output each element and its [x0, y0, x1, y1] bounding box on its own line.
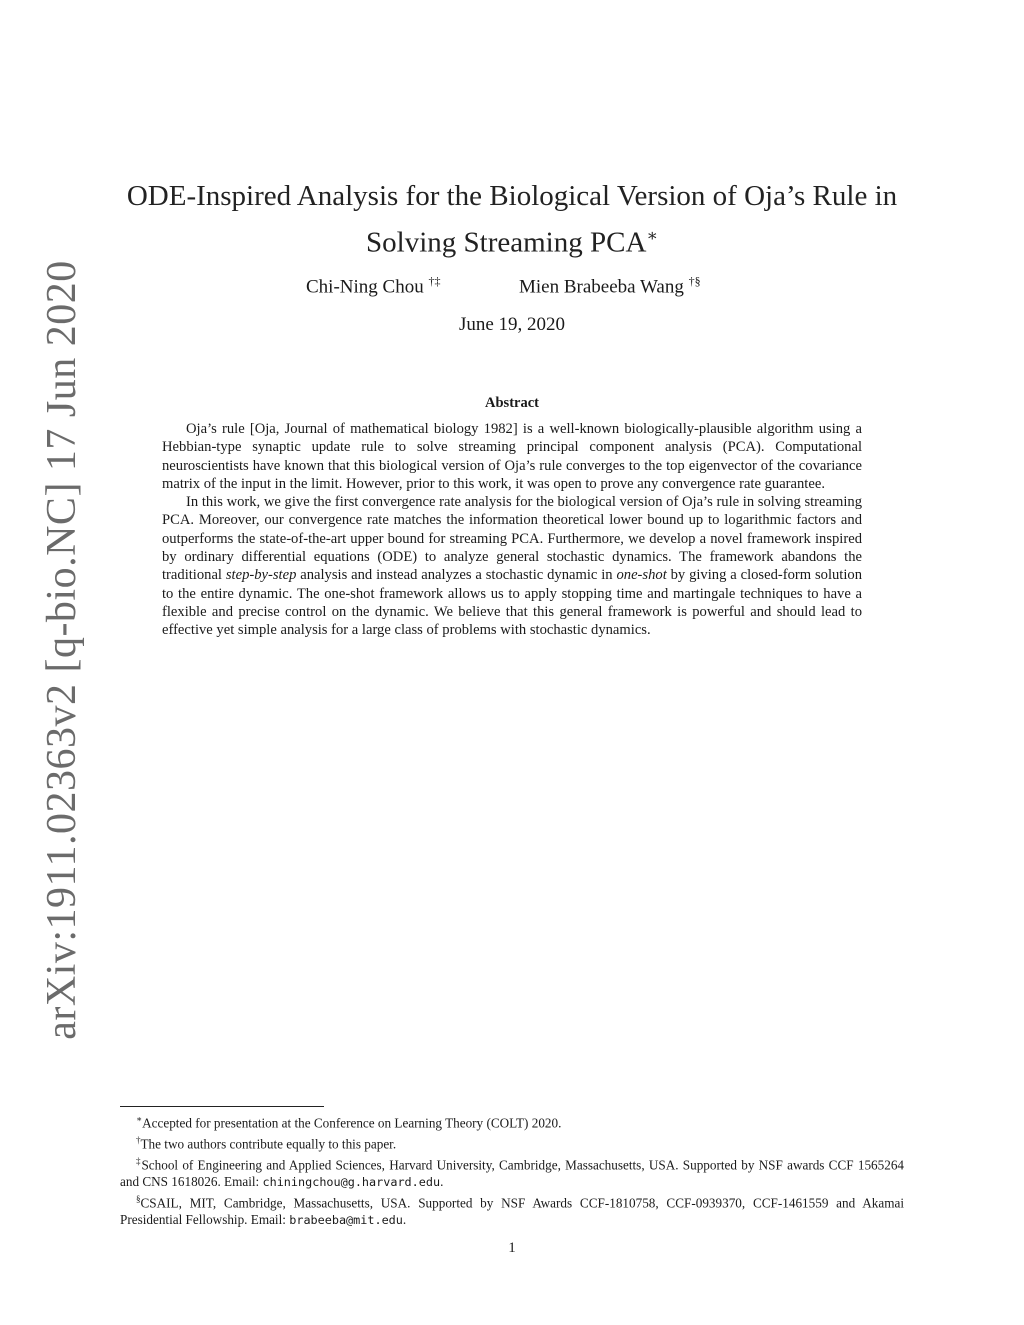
title-line-2: Solving Streaming PCA: [366, 226, 647, 259]
footnote: [120, 1191, 904, 1229]
arxiv-identifier-stamp: arXiv:1911.02363v2 [q-bio.NC] 17 Jun 2020: [39, 260, 85, 1040]
footnote-text: CSAIL, MIT, Cambridge, Massachusetts, USA. Supported by NSF Awards CCF-1810758, CCF-0939370, CCF-1461559 and Akamai Presidential Fellowship. Email:: [120, 1194, 904, 1227]
footnote-mark: †: [136, 1134, 141, 1145]
page-number: 1: [508, 1240, 516, 1256]
title-footnote-mark: ∗: [646, 226, 658, 245]
author-name: Mien Brabeeba Wang: [519, 276, 684, 298]
abstract-text: by giving a closed-form solution to the entire dynamic. The one-shot framework allows us to apply stopping time and martingale techniques to have a flexible and precise control on the dynamic. We believe that this general framework is powerful and should lead to effective yet simple analysis for a large class of problems with stochastic dynamics.: [162, 567, 862, 639]
abstract-text: analysis and instead analyzes a stochastic dynamic in: [296, 567, 617, 584]
abstract-paragraph-2: [162, 493, 862, 639]
author-affiliation-marks: †§: [688, 274, 701, 288]
footnote-mark: ∗: [136, 1114, 143, 1124]
footnote-text: School of Engineering and Applied Sciences, Harvard University, Cambridge, Massachusetts, USA. Supported by NSF awards CCF 1565264 and CNS 1618026. Email:: [120, 1157, 905, 1189]
paper-date: June 19, 2020: [458, 314, 566, 335]
footnote-divider: [120, 1106, 324, 1107]
footnote: [120, 1132, 904, 1153]
abstract-body: [162, 420, 862, 640]
footnote-text: The two authors contribute equally to this paper.: [140, 1136, 397, 1152]
footnote-mark: ‡: [136, 1155, 142, 1166]
abstract-emphasis: step-by-step: [225, 567, 297, 584]
footnote-text: .: [402, 1211, 407, 1227]
title-line-1: ODE-Inspired Analysis for the Biological Version of Oja’s Rule in: [126, 180, 898, 212]
abstract-text: In this work, we give the first convergence rate analysis for the biological version of Oja’s rule in solving streaming PCA. Moreover, our convergence rate matches the information theoretical lower bound up to logarithmic factors and outperforms the state-of-the-art upper bound for streaming PCA. Furthermore, we develop a novel framework inspired by ordinary differential equations (ODE) to analyze general stochastic dynamics. The framework abandons the traditional: [162, 494, 862, 584]
abstract-heading: Abstract: [485, 395, 539, 411]
author-wang: [519, 274, 701, 298]
abstract-paragraph-1: Oja’s rule [Oja, Journal of mathematical biology 1982] is a well-known biologically-plausible algorithm using a Hebbian-type synaptic update rule to solve streaming principal component analysis (PCA). Computational neuroscientists have known that this biological version of Oja’s rule converges to the top eigenvector of the covariance matrix of the input in the limit. However, prior to this work, it was open to prove any convergence rate guarantee.: [162, 421, 862, 492]
footnote: [120, 1153, 904, 1191]
author-chou: [306, 274, 440, 298]
email-link[interactable]: brabeeba@mit.edu: [289, 1212, 403, 1227]
paper-title: [100, 176, 924, 263]
footnotes: [120, 1111, 904, 1228]
footnote-text: .: [440, 1173, 444, 1189]
footnote-text: Accepted for presentation at the Conference on Learning Theory (COLT) 2020.: [142, 1115, 562, 1131]
footnote: [120, 1111, 904, 1132]
footnote-mark: §: [136, 1193, 141, 1204]
email-link[interactable]: chiningchou@g.harvard.edu: [262, 1174, 441, 1189]
author-name: Chi-Ning Chou: [306, 276, 424, 298]
abstract-emphasis: one-shot: [616, 567, 667, 584]
author-affiliation-marks: †‡: [428, 274, 441, 288]
